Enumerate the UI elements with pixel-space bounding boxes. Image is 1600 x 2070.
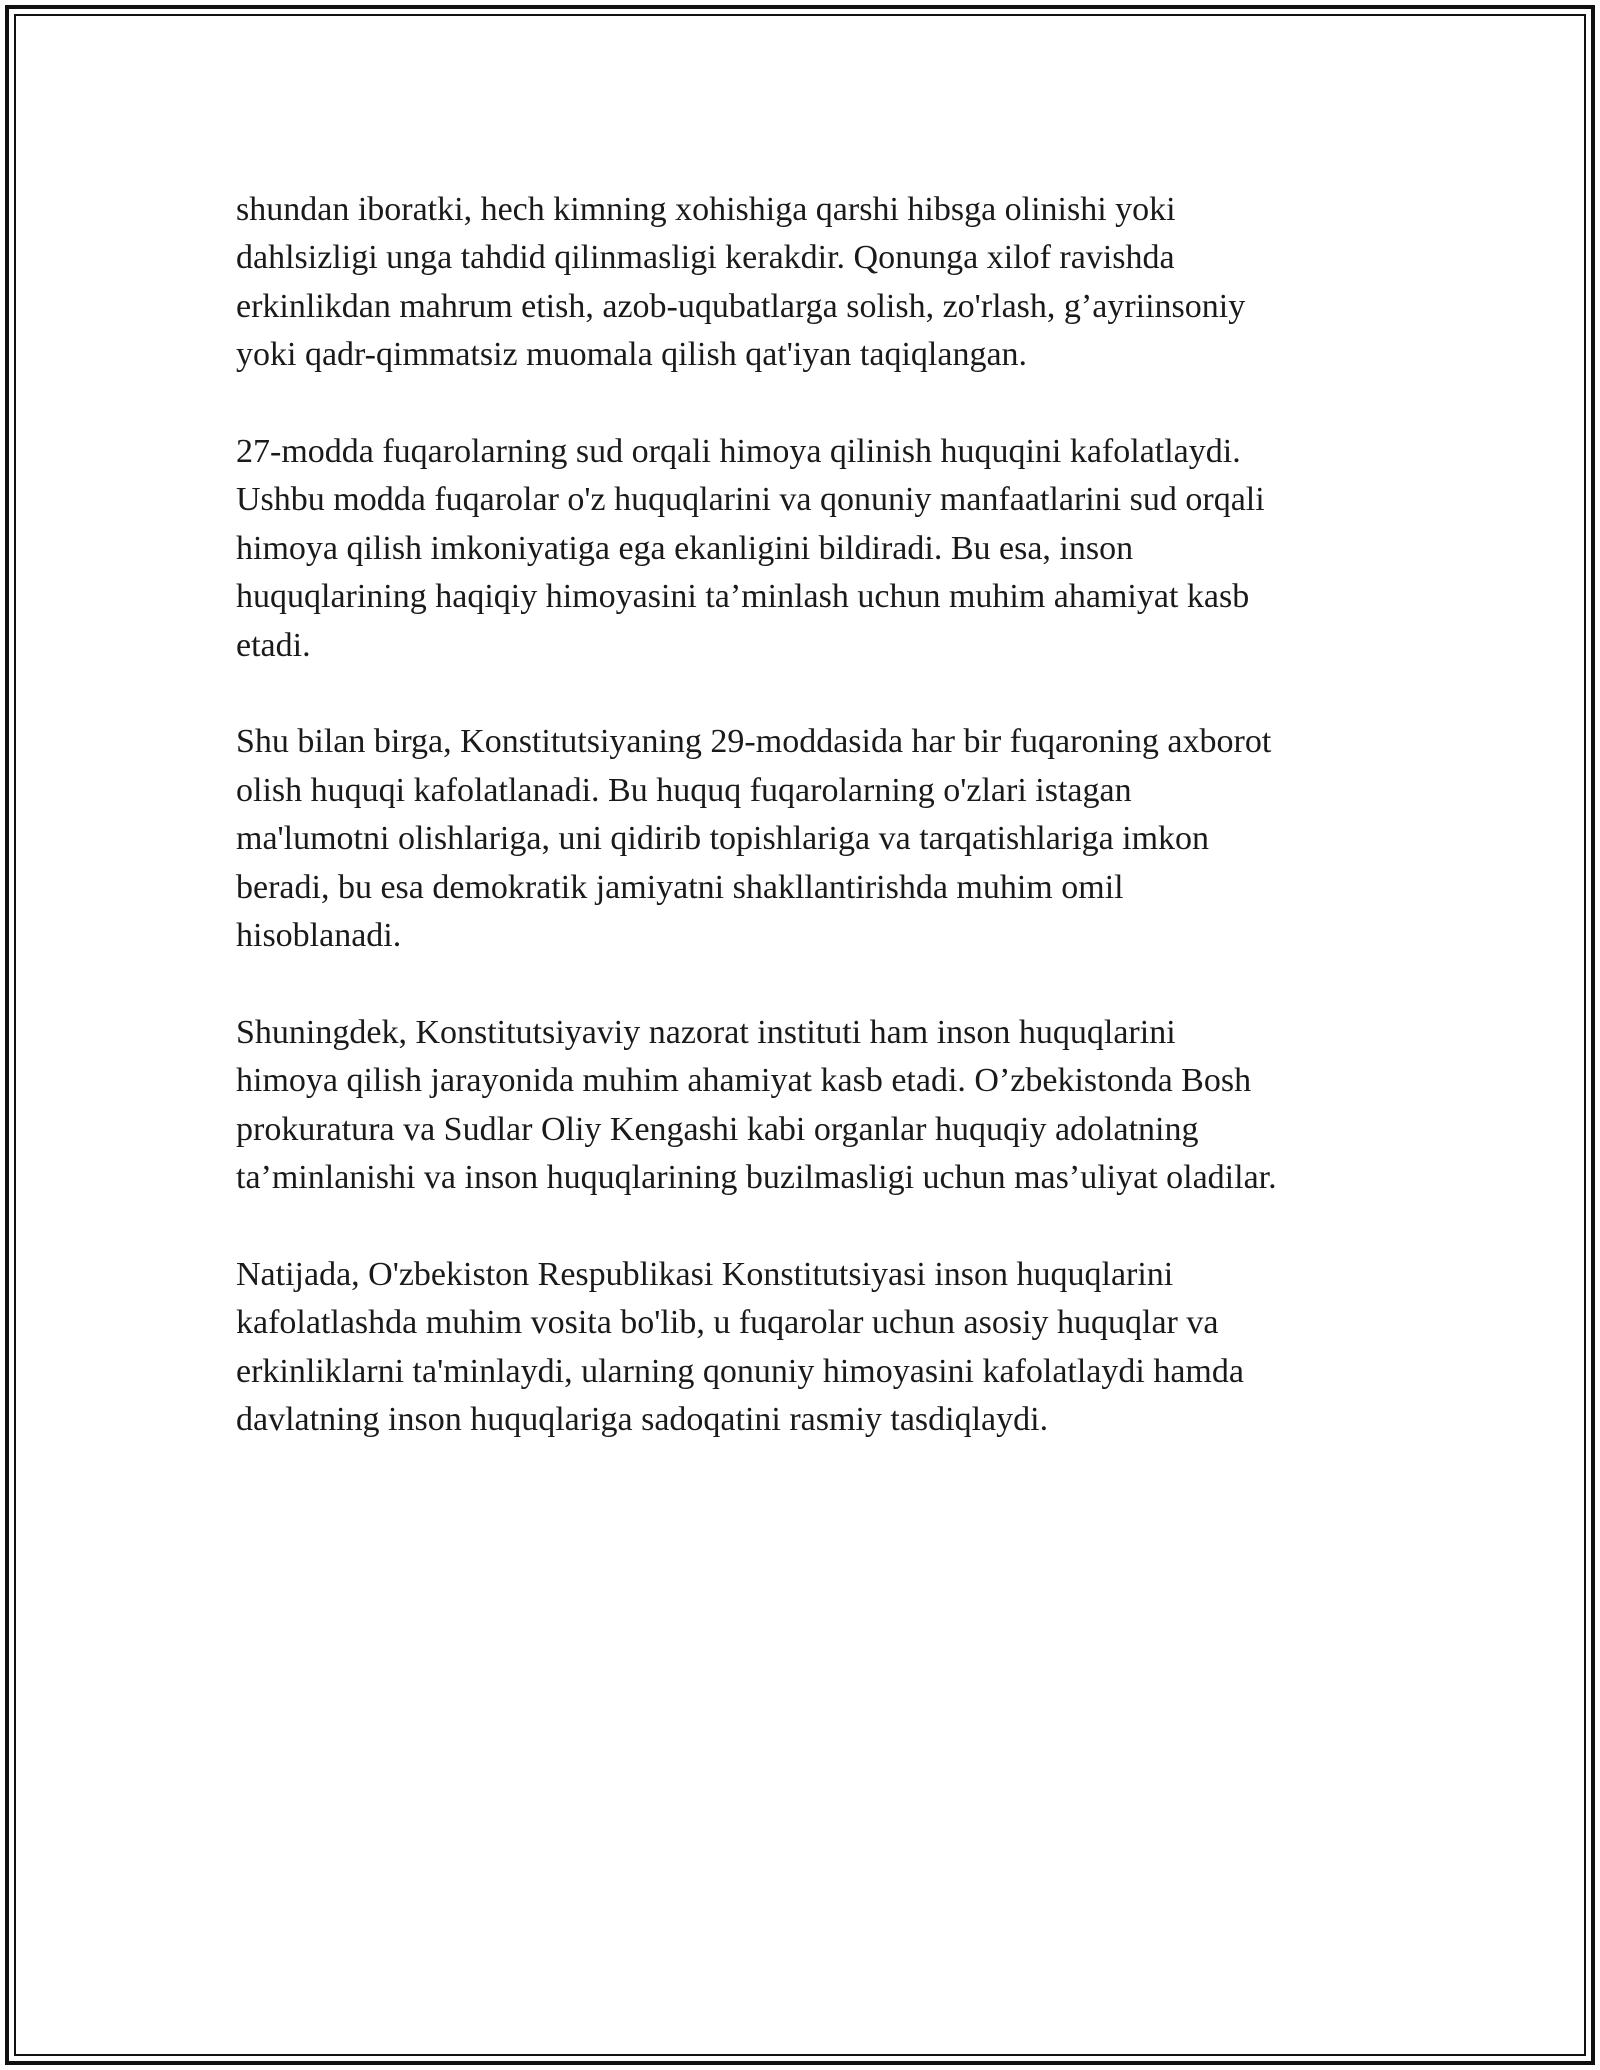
text-line: davlatning inson huquqlariga sadoqatini rasmiy tasdiqlaydi.	[236, 1401, 1049, 1439]
text-line: huquqlarining haqiqiy himoyasini ta’minlash uchun muhim ahamiyat kasb	[236, 578, 1250, 616]
paragraph	[236, 428, 1386, 670]
text-line: ma'lumotni olishlariga, uni qidirib topishlariga va tarqatishlariga imkon	[236, 820, 1210, 858]
paragraph	[236, 718, 1386, 960]
paragraph	[236, 1251, 1386, 1445]
text-line: Natijada, O'zbekiston Respublikasi Konstitutsiyasi inson huquqlarini	[236, 1255, 1174, 1293]
document-body	[236, 186, 1386, 1493]
text-line: himoya qilish jarayonida muhim ahamiyat kasb etadi. O’zbekistonda Bosh	[236, 1062, 1252, 1100]
text-line: kafolatlashda muhim vosita bo'lib, u fuqarolar uchun asosiy huquqlar va	[236, 1304, 1219, 1342]
text-line: himoya qilish imkoniyatiga ega ekanligini bildiradi. Bu esa, inson	[236, 529, 1134, 567]
text-line: erkinlikdan mahrum etish, azob-uqubatlarga solish, zo'rlash, g’ayriinsoniy	[236, 287, 1246, 325]
text-line: 27-modda fuqarolarning sud orqali himoya qilinish huquqini kafolatlaydi.	[236, 433, 1241, 471]
text-line: ta’minlanishi va inson huquqlarining buzilmasligi uchun mas’uliyat oladilar.	[236, 1159, 1277, 1197]
text-line: dahlsizligi unga tahdid qilinmasligi kerakdir. Qonunga xilof ravishda	[236, 239, 1175, 277]
text-line: shundan iboratki, hech kimning xohishiga qarshi hibsga olinishi yoki	[236, 191, 1176, 228]
paragraph	[236, 186, 1386, 380]
text-line: olish huquqi kafolatlanadi. Bu huquq fuqarolarning o'zlari istagan	[236, 771, 1132, 809]
text-line: prokuratura va Sudlar Oliy Kengashi kabi organlar huquqiy adolatning	[236, 1110, 1199, 1148]
text-line: yoki qadr-qimmatsiz muomala qilish qat'iyan taqiqlangan.	[236, 336, 1028, 374]
text-line: Shuningdek, Konstitutsiyaviy nazorat instituti ham inson huquqlarini	[236, 1013, 1176, 1051]
text-line: hisoblanadi.	[236, 917, 402, 955]
text-line: erkinliklarni ta'minlaydi, ularning qonuniy himoyasini kafolatlaydi hamda	[236, 1352, 1244, 1390]
text-line: beradi, bu esa demokratik jamiyatni shakllantirishda muhim omil	[236, 868, 1124, 906]
text-line: Ushbu modda fuqarolar o'z huquqlarini va qonuniy manfaatlarini sud orqali	[236, 481, 1265, 519]
paragraph	[236, 1009, 1386, 1203]
text-line: Shu bilan birga, Konstitutsiyaning 29-moddasida har bir fuqaroning axborot	[236, 723, 1272, 761]
text-line: etadi.	[236, 626, 311, 664]
